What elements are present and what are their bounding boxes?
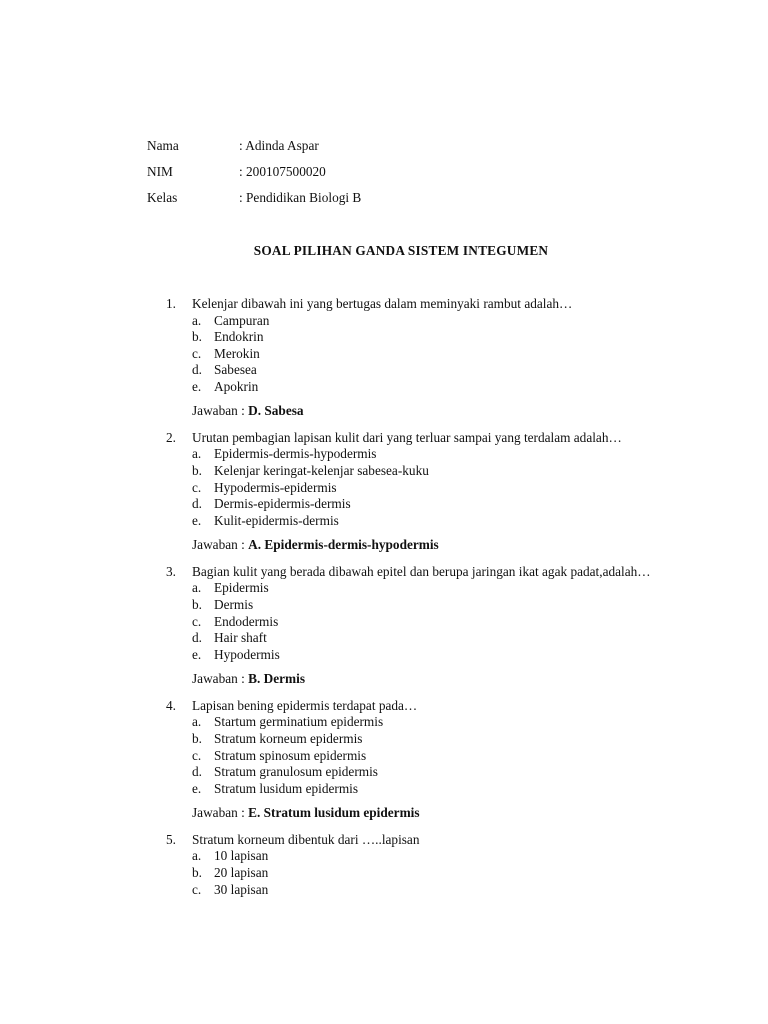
document-title [0, 243, 768, 260]
question-number: 4. [166, 697, 176, 713]
option-text: Hypodermis-epidermis [214, 479, 337, 495]
identity-value: : Pendidikan Biologi B [239, 190, 362, 205]
question-line [166, 698, 658, 715]
option-letter: c. [192, 613, 202, 629]
option-item [166, 329, 658, 346]
option-item [166, 781, 658, 798]
option-list [166, 313, 658, 396]
option-item [166, 480, 658, 497]
option-text: Stratum granulosum epidermis [214, 764, 378, 780]
option-item [166, 597, 658, 614]
option-item [166, 848, 658, 865]
identity-value: : Adinda Aspar [239, 138, 319, 153]
option-text: Apokrin [214, 378, 259, 394]
option-text: Dermis-epidermis-dermis [214, 496, 351, 512]
question-text: Lapisan bening epidermis terdapat pada… [192, 697, 418, 713]
option-letter: b. [192, 597, 202, 613]
option-text: 20 lapisan [214, 864, 269, 880]
option-item [166, 463, 658, 480]
question-number: 5. [166, 831, 176, 847]
option-letter: d. [192, 496, 202, 512]
identity-label: Nama [147, 138, 179, 153]
answer-value: A. Epidermis-dermis-hypodermis [248, 537, 439, 553]
question-text: Stratum korneum dibentuk dari …..lapisan [192, 831, 420, 847]
option-text: Hypodermis [214, 646, 280, 662]
option-text: Sabesea [214, 362, 257, 378]
option-text: Endodermis [214, 613, 279, 629]
option-letter: b. [192, 329, 202, 345]
option-text: Merokin [214, 345, 260, 361]
question-item [166, 698, 658, 822]
option-letter: e. [192, 378, 202, 394]
option-item [166, 580, 658, 597]
answer-value: B. Dermis [248, 671, 305, 687]
answer-line [192, 805, 658, 822]
option-item [166, 362, 658, 379]
question-line [166, 430, 658, 447]
option-letter: b. [192, 731, 202, 746]
option-list [166, 848, 658, 898]
question-text: Urutan pembagian lapisan kulit dari yang terluar sampai yang terdalam adalah… [192, 429, 622, 445]
option-text: Stratum lusidum epidermis [214, 780, 359, 796]
option-letter: d. [192, 630, 202, 646]
option-letter: b. [192, 463, 202, 479]
question-item [166, 430, 658, 554]
answer-value: E. Stratum lusidum epidermis [248, 805, 420, 821]
document-title-text: SOAL PILIHAN GANDA SISTEM INTEGUMEN [253, 243, 549, 258]
option-item [166, 346, 658, 363]
option-item [166, 714, 658, 731]
option-letter: c. [192, 747, 202, 763]
option-letter: a. [192, 446, 202, 462]
answer-prefix: Jawaban : [192, 805, 249, 821]
option-letter: a. [192, 848, 202, 864]
identity-row-class [147, 190, 547, 216]
option-letter: a. [192, 580, 202, 596]
option-text: Kelenjar keringat-kelenjar sabesea-kuku [214, 463, 429, 479]
question-line [166, 832, 658, 849]
answer-prefix: Jawaban : [192, 403, 249, 419]
answer-value: D. Sabesa [248, 403, 304, 419]
question-line [166, 564, 658, 581]
question-number: 2. [166, 429, 176, 445]
identity-label: Kelas [147, 190, 178, 205]
option-item [166, 865, 658, 882]
option-item [166, 731, 658, 748]
option-text: 10 lapisan [214, 848, 269, 864]
option-item [166, 313, 658, 330]
option-text: Endokrin [214, 329, 264, 345]
option-letter: d. [192, 362, 202, 378]
option-item [166, 882, 658, 899]
option-text: Dermis [214, 597, 254, 613]
option-list [166, 446, 658, 529]
option-text: Campuran [214, 312, 270, 328]
option-text: Hair shaft [214, 630, 267, 646]
question-number: 3. [166, 563, 176, 579]
answer-prefix: Jawaban : [192, 671, 249, 687]
identity-block [147, 138, 547, 216]
identity-value: : 200107500020 [239, 164, 326, 179]
identity-row-name [147, 138, 547, 164]
question-item [166, 832, 658, 898]
option-text: Epidermis [214, 580, 269, 596]
option-item [166, 764, 658, 781]
option-letter: a. [192, 312, 202, 328]
option-letter: a. [192, 714, 202, 730]
option-item [166, 446, 658, 463]
identity-label: NIM [147, 164, 173, 179]
answer-line [192, 403, 658, 420]
option-letter: c. [192, 479, 202, 495]
option-letter: e. [192, 646, 202, 662]
answer-prefix: Jawaban : [192, 537, 249, 553]
option-text: Stratum spinosum epidermis [214, 747, 367, 763]
option-text: Startum germinatium epidermis [214, 714, 384, 730]
question-item [166, 564, 658, 688]
option-text: Epidermis-dermis-hypodermis [214, 446, 377, 462]
option-letter: c. [192, 881, 202, 897]
option-item [166, 647, 658, 664]
question-text: Kelenjar dibawah ini yang bertugas dalam meminyaki rambut adalah… [192, 296, 573, 311]
option-list [166, 714, 658, 797]
option-text: Kulit-epidermis-dermis [214, 512, 339, 528]
answer-line [192, 671, 658, 688]
option-text: Stratum korneum epidermis [214, 731, 363, 746]
option-item [166, 630, 658, 647]
option-item [166, 614, 658, 631]
question-item [166, 296, 658, 420]
question-number: 1. [166, 296, 176, 311]
option-letter: e. [192, 512, 202, 528]
option-item [166, 379, 658, 396]
question-line [166, 296, 658, 313]
option-item [166, 513, 658, 530]
option-letter: b. [192, 864, 202, 880]
option-list [166, 580, 658, 663]
question-list [166, 296, 658, 908]
answer-line [192, 537, 658, 554]
option-item [166, 748, 658, 765]
option-letter: e. [192, 780, 202, 796]
option-item [166, 496, 658, 513]
question-text: Bagian kulit yang berada dibawah epitel dan berupa jaringan ikat agak padat,adalah… [192, 563, 651, 579]
option-letter: d. [192, 764, 202, 780]
option-text: 30 lapisan [214, 881, 269, 897]
identity-row-nim [147, 164, 547, 190]
option-letter: c. [192, 345, 202, 361]
